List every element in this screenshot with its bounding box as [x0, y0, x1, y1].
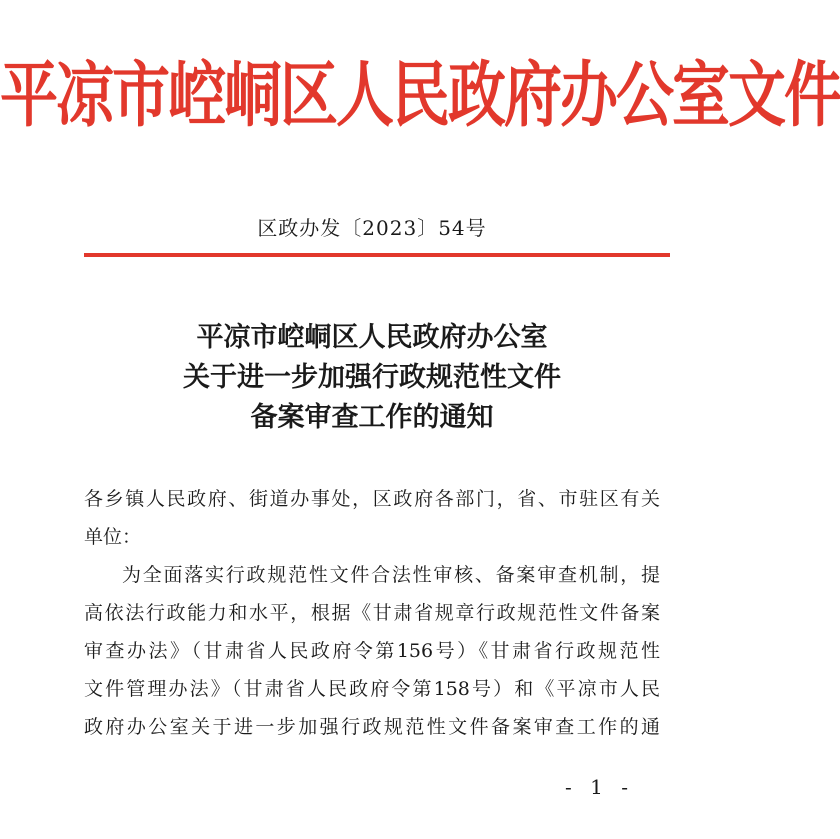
page-number: - 1 - [565, 775, 634, 799]
paragraph-line-1: 为全面落实行政规范性文件合法性审核、备案审查机制，提 [122, 564, 660, 586]
paragraph-line-3: 审查办法》（甘肃省人民政府令第156号）《甘肃省行政规范性 [84, 640, 660, 662]
title-line-3: 备案审查工作的通知 [250, 402, 494, 433]
addressee-line-1: 各乡镇人民政府、街道办事处，区政府各部门，省、市驻区有关 [84, 488, 660, 510]
paragraph-line-5: 政府办公室关于进一步加强行政规范性文件备案审查工作的通 [84, 716, 660, 738]
issuer-masthead: 平凉市崆峒区人民政府办公室文件 [0, 53, 840, 137]
paragraph-line-2: 高依法行政能力和水平，根据《甘肃省规章行政规范性文件备案 [84, 602, 660, 624]
title-line-1: 平凉市崆峒区人民政府办公室 [196, 322, 548, 353]
addressee-line-2: 单位： [84, 526, 142, 548]
document-body [84, 480, 660, 746]
document-title [0, 318, 744, 438]
document-number: 区政办发〔2023〕54号 [257, 216, 487, 240]
red-divider [84, 253, 670, 257]
paragraph-line-4: 文件管理办法》（甘肃省人民政府令第158号）和《平凉市人民 [84, 678, 660, 700]
title-line-2: 关于进一步加强行政规范性文件 [183, 362, 561, 393]
